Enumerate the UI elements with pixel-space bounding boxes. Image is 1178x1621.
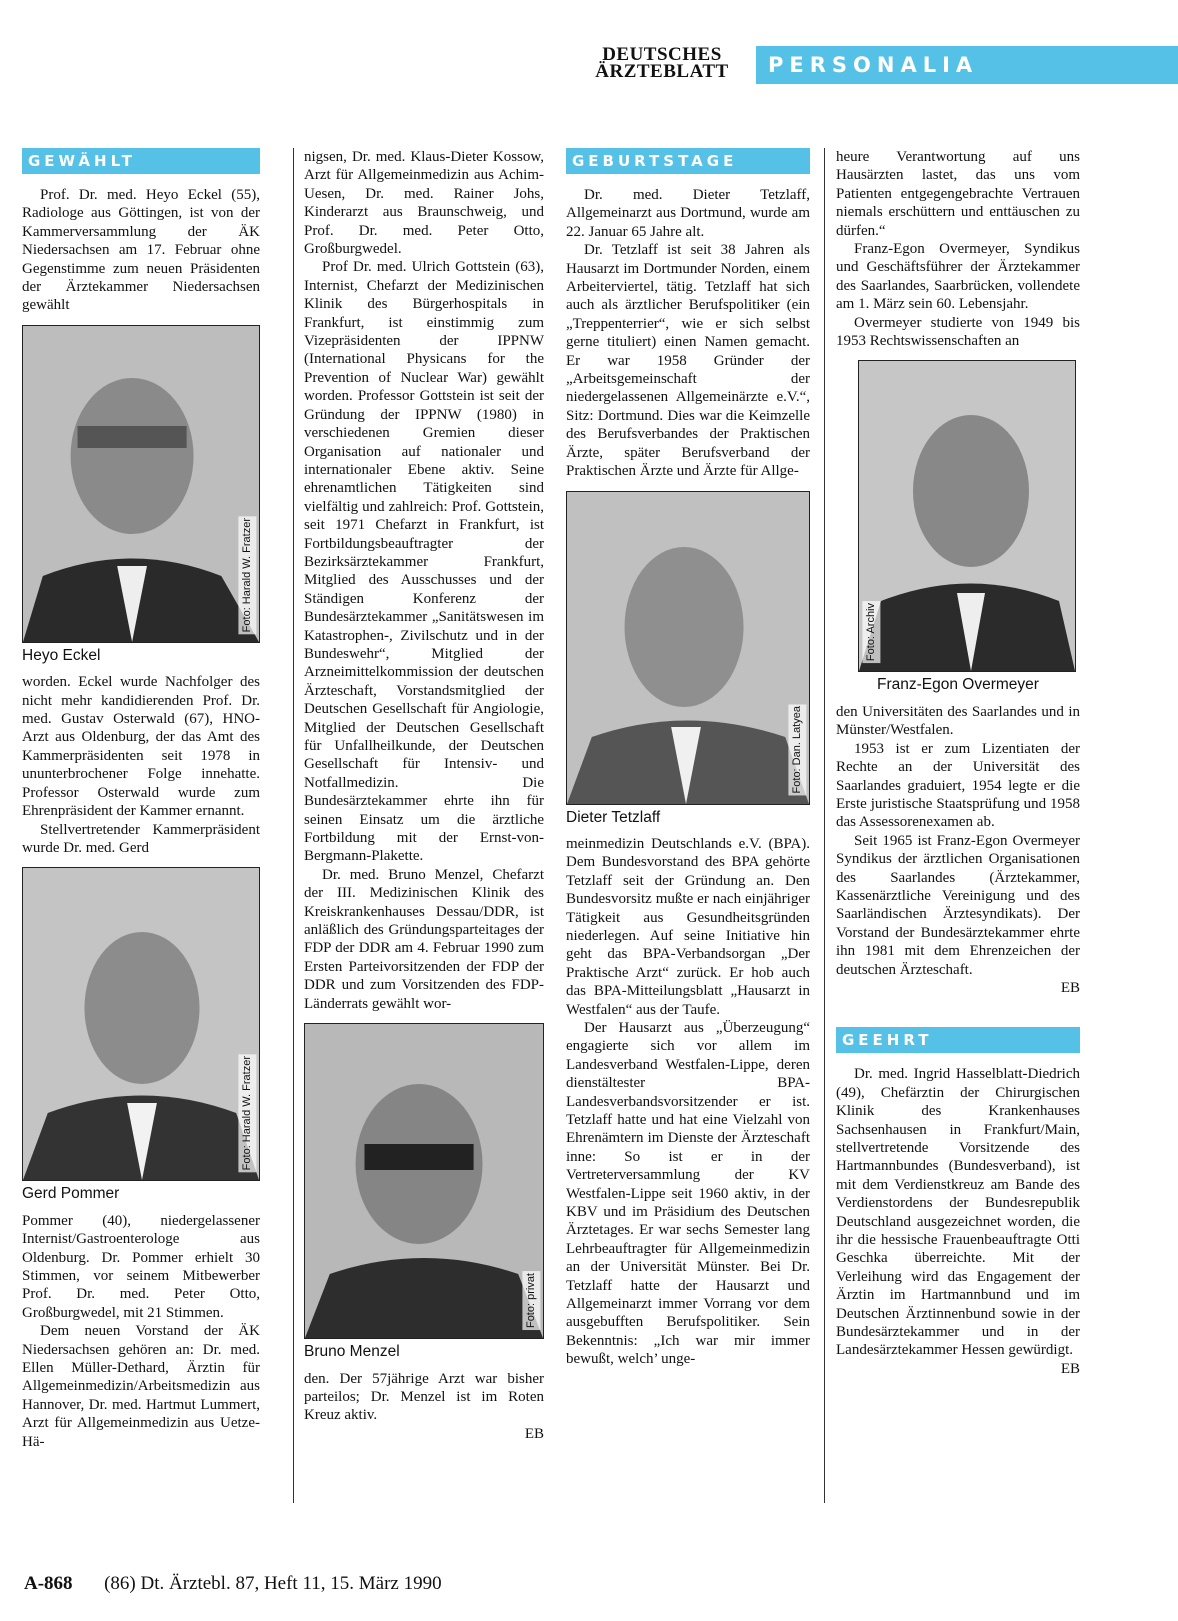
photo-credit: Foto: Harald W. Fratzer xyxy=(238,1054,256,1172)
paragraph: Stellvertretender Kammerpräsident wurde Dr. med. Gerd xyxy=(22,821,260,856)
column-divider xyxy=(824,148,825,1503)
signature: EB xyxy=(524,1425,544,1442)
paragraph: 1953 ist er zum Lizentiaten der Rechte an der Universität des Saarlandes graduiert, 1954 legte er die Erste juristische Staatsprüfung und 1958 das Assessorenexamen ab. xyxy=(836,740,1080,831)
paragraph: Prof. Dr. med. Heyo Eckel (55), Radiologe aus Göttingen, ist von der Kammerversammlung der ÄK Niedersachsen am 17. Februar ohne Gegenstimme zum neuen Präsidenten der Ärztekammer Niedersachsen gewählt xyxy=(22,187,260,314)
paragraph: Der Hausarzt aus „Überzeugung“ engagierte sich vor allem im Landesverband Westfalen-Lippe, deren dienstältester BPA-Landesverbandsvorsitzender er ist. Tetzlaff hatte und hat eine Vielzahl von Ehrenämtern im Dienste der Ärzteschaft inne: So ist er in der Vertreterversammlung der KV Westfalen-Lippe seit 1960 aktiv, in der KBV und im Präsidium des Deutschen Ärztetages. Er war sechs Semester lang Lehrbeauftragter für Allgemeinmedizin an der Universität Münster. Bei Dr. Tetzlaff hatte der Hausarzt und Allgemeinarzt immer Vorrang vor dem ausgebufften Berufspolitiker. Sein Bekenntnis: „Ich war mir immer bewußt, welch’ unge- xyxy=(566,1019,810,1368)
page-number: A-868 xyxy=(24,1573,73,1594)
paragraph: Dr. med. Dieter Tetzlaff, Allgemeinarzt aus Dortmund, wurde am 22. Januar 65 Jahre alt. xyxy=(566,187,810,240)
portrait-image xyxy=(859,361,1075,671)
page-footer xyxy=(24,1573,442,1595)
portrait-photo xyxy=(22,867,260,1181)
section-heading-gewaehlt: GEWÄHLT xyxy=(22,148,260,174)
logo-line-2: ÄRZTEBLATT xyxy=(595,61,729,82)
portrait-photo xyxy=(22,325,260,643)
portrait-image xyxy=(305,1024,543,1338)
photo-caption: Heyo Eckel xyxy=(22,646,101,664)
paragraph: Pommer (40), niedergelassener Internist/Gastroenterologe aus Oldenburg. Dr. Pommer erhielt 30 Stimmen, vor seinem Mitbewerber Prof. Dr. med. Peter Otto, Großburgwedel, mit 21 Stimmen. xyxy=(22,1212,260,1321)
logo-line-1: DEUTSCHES xyxy=(602,44,722,65)
photo-credit: Foto: Harald W. Fratzer xyxy=(238,516,256,634)
paragraph: Dem neuen Vorstand der ÄK Niedersachsen gehören an: Dr. med. Ellen Müller-Dethard, Ärztin für Allgemeinmedizin/Arbeitsmedizin aus Hannover, Dr. med. Hartmut Lummert, Arzt für Allgemeinmedizin aus Uetze-Hä- xyxy=(22,1323,260,1450)
paragraph: Franz-Egon Overmeyer, Syndikus und Geschäftsführer der Ärztekammer des Saarlandes, Saarbrücken, vollendete am 1. März sein 60. Lebensjahr. xyxy=(836,241,1080,313)
section-heading-geehrt: GEEHRT xyxy=(836,1027,1080,1053)
paragraph: Dr. med. Bruno Menzel, Chefarzt der III. Medizinischen Klinik des Kreiskrankenhauses Dessau/DDR, ist anläßlich des Gründungsparteitages der FDP der DDR am 4. Februar 1990 zum Ersten Parteivorsitzenden der FDP der DDR und zum Vorsitzenden des FDP-Länderrats gewählt wor- xyxy=(304,866,544,1012)
portrait-photo xyxy=(304,1023,544,1339)
rubric-banner: PERSONALIA xyxy=(756,46,1178,84)
paragraph: worden. Eckel wurde Nachfolger des nicht mehr kandidierenden Prof. Dr. med. Gustav Osterwald (67), HNO-Arzt aus Oldenburg, der das Amt des Kammerpräsidenten seit 1978 in ununterbrochener Folge innehatte. Professor Osterwald wurde zum Ehrenpräsident der Kammer ernannt. xyxy=(22,674,260,820)
column-divider xyxy=(293,148,294,1503)
section-heading-geburtstage: GEBURTSTAGE xyxy=(566,148,810,174)
paragraph: nigsen, Dr. med. Klaus-Dieter Kossow, Arzt für Allgemeinmedizin aus Achim-Uesen, Dr. med. Rainer Johs, Kinderarzt aus Braunschweig, und Prof. Dr. med. Peter Otto, Großburgwedel. xyxy=(304,149,544,258)
photo-caption: Dieter Tetzlaff xyxy=(566,808,661,826)
photo-caption: Gerd Pommer xyxy=(22,1185,120,1203)
paragraph: meinmedizin Deutschlands e.V. (BPA). Dem Bundesvorstand des BPA gehörte Tetzlaff seit der Gründung an. Den Bundesvorsitz mußte er nach einjähriger Tätigkeit aus Gesundheitsgründen niederlegen. Auf seine Initiative hin geht das BPA-Verbandsorgan „Der Praktische Arzt“ zurück. Er hob auch das BPA-Mitteilungsblatt „Hausarzt in Westfalen“ aus der Taufe. xyxy=(566,835,810,1018)
paragraph: den. Der 57jährige Arzt war bisher parteilos; Dr. Menzel ist im Roten Kreuz aktiv. xyxy=(304,1370,544,1424)
paragraph: Dr. med. Ingrid Hasselblatt-Diedrich (49), Chefärztin der Chirurgischen Klinik des Krankenhauses Sachsenhausen in Frankfurt/Main, stellvertretende Vorsitzende des Hartmannbundes (Bundesverband), ist mit dem Verdienstkreuz am Bande des Verdienstordens der Bundesrepublik Deutschland ausgezeichnet worden, die ihr die hessische Frauenbeauftragte Otti Geschka überreichte. Mit der Verleihung wird das Engagement der Ärztin im Hartmannbund und im Deutschen Ärztinnenbund sowie in der Bundesärztekammer und in der Landesärztekammer Hessen gewürdigt. xyxy=(836,1066,1080,1359)
photo-caption: Bruno Menzel xyxy=(304,1343,400,1361)
portrait-image xyxy=(23,326,259,642)
photo-caption: Franz-Egon Overmeyer xyxy=(877,676,1039,694)
paragraph: den Universitäten des Saarlandes und in Münster/Westfalen. xyxy=(836,703,1080,739)
portrait-photo xyxy=(566,491,810,805)
paragraph: heure Verantwortung auf uns Hausärzten lastet, das uns vom Patienten entgegengebrachte Vertrauen niemals erschüttern und enttäuschen zu dürfen.“ xyxy=(836,149,1080,239)
column-2 xyxy=(304,148,544,1443)
signature: EB xyxy=(1060,1360,1080,1377)
signature: EB xyxy=(1060,979,1080,996)
issue-reference: (86) Dt. Ärztebl. 87, Heft 11, 15. März 1990 xyxy=(104,1573,442,1594)
paragraph: Seit 1965 ist Franz-Egon Overmeyer Syndikus der ärztlichen Organisationen des Saarlandes (Ärztekammer, Kassenärztliche Vereinigung und des Saarländischen Ärztesyndikats). Der Vorstand der Bundesärztekammer ehrte ihn 1981 mit dem Ehrenzeichen der deutschen Ärzteschaft. xyxy=(836,832,1080,978)
photo-credit: Foto: Dan. Latyea xyxy=(788,704,806,795)
portrait-image xyxy=(23,868,259,1180)
photo-credit: Foto: Archiv xyxy=(862,601,880,663)
paragraph: Dr. Tetzlaff ist seit 38 Jahren als Hausarzt im Dortmunder Norden, einem Arbeiterviertel, tätig. Tetzlaff hat sich auch als ärztlicher Berufspolitiker (ein „Treppenterrier“, wie er sich selbst gerne tituliert) einen Namen gemacht. Er war 1958 Gründer der „Arbeitsgemeinschaft der niedergelassenen Allgemeinärzte e.V.“, Sitz: Dortmund. Dies war die Keimzelle des Berufsverbandes der Praktischen Ärzte, später Berufsverband der Praktischen Ärzte und Ärzte für Allge- xyxy=(566,242,810,480)
column-4 xyxy=(836,148,1080,1378)
paragraph: Prof Dr. med. Ulrich Gottstein (63), Internist, Chefarzt der Medizinischen Klinik des Bürgerhospitals in Frankfurt, ist einstimmig zum Vizepräsidenten der IPPNW (International Physicans for the Prevention of Nuclear War) gewählt worden. Professor Gottstein ist seit der Gründung der IPPNW (1980) in verschiedenen Gremien dieser Organisation auf nationaler und internationaler Ebene aktiv. Seine ehrenamtlichen Tätigkeiten sind vielfältig und zahlreich: Prof. Gottstein, seit 1971 Chefarzt in Frankfurt, ist Fortbildungsbeauftragter der Bezirksärztekammer Frankfurt, Mitglied des Ausschusses und der Ständigen Konferenz der Bundesärztekammer „Sanitätswesen im Katastrophen-, Zivilschutz und in der Bundeswehr“, Mitglied der Arzneimittelkommission der deutschen Ärzteschaft, Vorstandsmitglied der Deutschen Gesellschaft für Angiologie, Mitglied der Deutschen Gesellschaft für Unfallheilkunde, der Deutschen Gesellschaft für Intensiv- und Notfallmedizin. Die Bundesärztekammer ehrte ihn für seinen Einsatz um die ärztliche Fortbildung mit der Ernst-von-Bergmann-Plakette. xyxy=(304,259,544,865)
column-3 xyxy=(566,148,810,1369)
column-1 xyxy=(22,148,260,1451)
portrait-photo xyxy=(858,360,1076,672)
journal-logo xyxy=(582,46,742,80)
paragraph: Overmeyer studierte von 1949 bis 1953 Rechtswissenschaften an xyxy=(836,314,1080,350)
portrait-image xyxy=(567,492,809,804)
photo-credit: Foto: privat xyxy=(522,1271,540,1330)
masthead xyxy=(582,46,1178,84)
